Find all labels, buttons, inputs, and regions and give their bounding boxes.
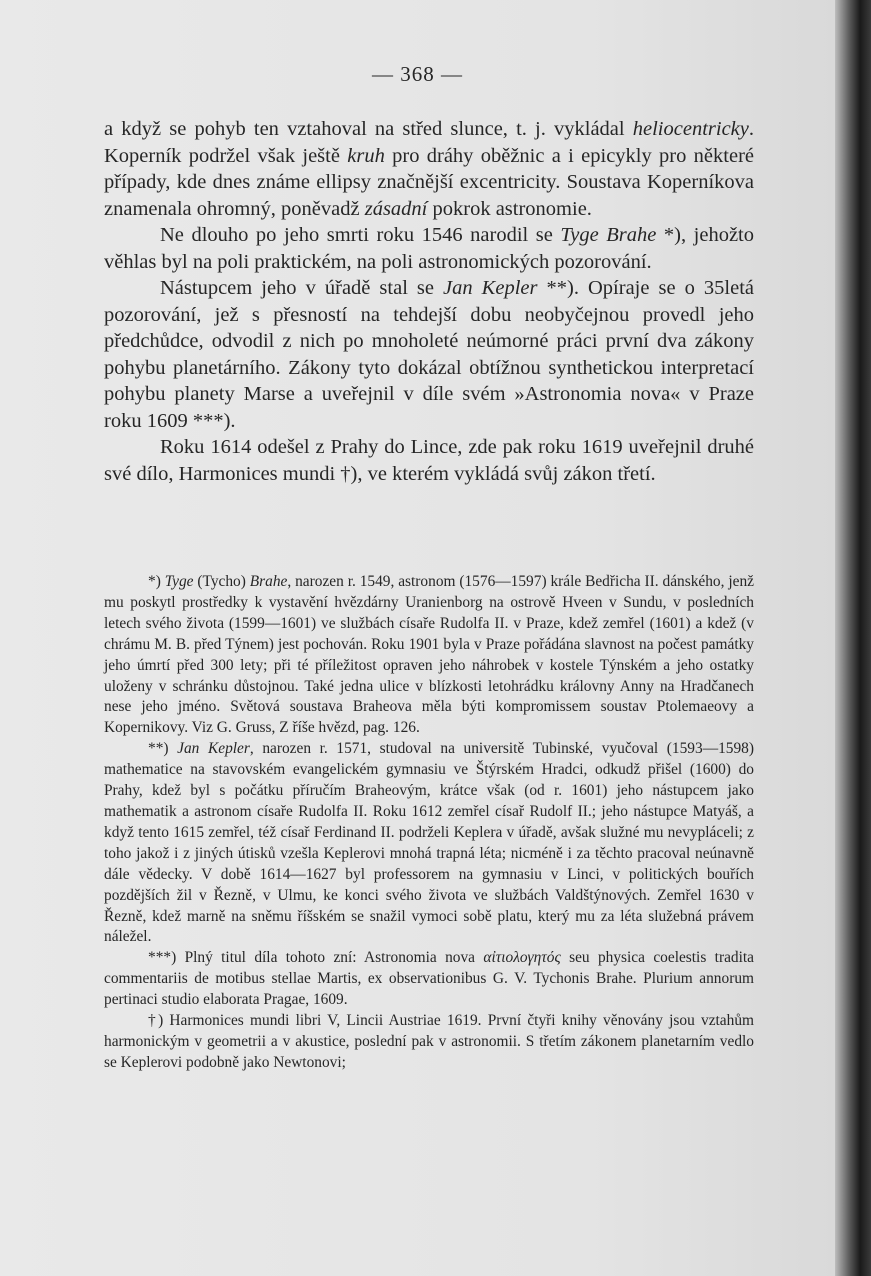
footnote-4 [104,1011,754,1074]
text-run: Nástupcem jeho v úřadě stal se [160,277,444,299]
book-binding [835,0,871,1276]
emphasis-heliocentricky: heliocentricky [632,118,749,140]
emphasis-brahe: Brahe [249,573,288,590]
paragraph-2 [104,222,754,275]
text-run: seu physica coelestis tradita commentariis de motibus stellae Martis, ex observationibus G. V. Tychonis Brahe. Plurium annorum pertinaci studio elaborata Pragae, 1609. [104,949,754,1009]
text-run: . Koperník podržel však ještě [104,118,754,167]
footnote-3 [104,948,754,1011]
emphasis-jan-kepler: Jan Kepler [177,740,250,758]
emphasis-kruh: kruh [347,144,385,167]
footnote-2 [104,739,754,948]
footnote-1 [104,572,754,739]
text-run: pro dráhy oběžnic a i epicykly pro některé případy, kde dnes známe ellipsy značnější excentricity. Soustava Koperníkova znamenala ohromný, poněvadž [104,144,754,220]
text-run: a když se pohyb ten vztahoval na střed slunce, t. j. vykládal [104,118,633,140]
text-run: pokrok astronomie. [427,197,592,220]
text-run: *) [148,573,165,590]
emphasis-zasadni: zásadní [364,197,428,220]
text-run: *), jehožto věhlas byl na poli praktickém, na poli astronomických pozorování. [104,224,754,273]
text-run: , narozen r. 1571, studoval na universitě Tubinské, vyučoval (1593—1598) mathematice na stavovském evangelickém gymnasiu ve Štýrském Hradci, odkudž přišel (1600) do Prahy, kdež byl s počátku příručím Braheovým, krátce však (od r. 1601) jeho nástupcem jako mathematik a astronom císaře Rudolfa II. Roku 1612 zemřel císař Rudolf II.; jeho nástupce Matyáš, a když tento 1615 zemřel, též císař Ferdinand II. podrželi Keplera v úřadě, avšak služné mu nevypláceli; z toho jakož i z jiných útisků vzešla Keplerovi mnohá trapná léta; nicméně i za těchto pracoval neúnavně dále vědecky. V době 1614—1627 byl professorem na gymnasiu v Linci, v politických bouřích pozdějších žil v Řezně, v Ulmu, ke konci svého života ve službách Valdštýnových. Zemřel 1630 v Řezně, kdež marně na sněmu říšském se snažil vymoci sobě platu, který mu za léta služebná právem náležel. [104,740,754,946]
text-run: (Tycho) [193,573,250,590]
main-text [104,116,754,487]
emphasis-jan-kepler: Jan Kepler [443,277,538,299]
paragraph-1 [104,116,754,222]
text-run: Ne dlouho po jeho smrti roku 1546 narodil se [160,224,561,246]
paragraph-4 [104,434,754,487]
emphasis-tyge-brahe: Tyge Brahe [560,224,657,246]
text-run: **). Opíraje se o 35letá pozorování, jež s přesností na tehdejší dobu neobyčejnou provedl jeho předchůdce, odvodil z nich po mnoholeté neúmorné práci první dva zákony pohybu planetárního. Zákony tyto dokázal obtížnou synthetickou interpretací pohybu planety Marse a uveřejnil v díle svém »Astronomia nova« v Praze roku 1609 ***). [104,277,754,432]
text-run: ***) Plný titul díla tohoto zní: Astronomia nova [148,949,484,967]
text-run: †) Harmonices mundi libri V, Lincii Austriae 1619. První čtyři knihy věnovány jsou vztahům harmonickým v geometrii a v akustice, poslední pak v astronomii. S třetím zákonem planetarním vedlo se Keplerovi podobně jako Newtonovi; [104,1012,754,1071]
text-run: , narozen r. 1549, astronom (1576—1597) krále Bedřicha II. dánského, jenž mu poskytl prostředky k vystavění hvězdárny Uranienborg na ostrově Hveen v Sundu, v posledních letech svého života (1599—1601) ve službách císaře Rudolfa II. v Praze, kdež zemřel (1601) a kdež (v chrámu M. B. před Týnem) jest pochován. Roku 1901 byla v Praze pořádána slavnost na počest památky jeho úmrtí před 300 lety; při té příležitost opraven jeho náhrobek v kostele Týnském a jeho ostatky uloženy v schránku důstojnou. Také jedna ulice v blízkosti letohrádku královny Anny na Hradčanech nese jeho jméno. Světová soustava Braheova měla býti kompromissem soustav Ptolemaeovy a Kopernikovy. Viz G. Gruss, Z říše hvězd, pag. 126. [104,573,754,737]
emphasis-greek-term: αἰτιολογητός [483,949,561,967]
paragraph-3 [104,275,754,434]
emphasis-tyge: Tyge [164,573,194,590]
text-run: **) [148,740,178,758]
page-number: — 368 — [372,62,463,86]
text-run: Roku 1614 odešel z Prahy do Lince, zde pak roku 1619 uveřejnil druhé své dílo, Harmonices mundi †), ve kterém vykládá svůj zákon třetí. [104,436,754,485]
footnotes [104,572,754,1074]
